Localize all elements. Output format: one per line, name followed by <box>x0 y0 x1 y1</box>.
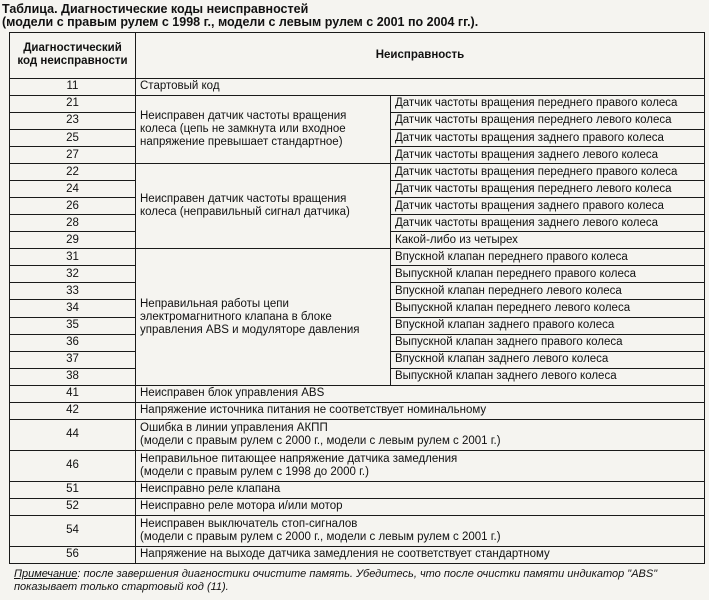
row-code: 29 <box>10 232 136 249</box>
row-code: 41 <box>10 385 136 402</box>
row-code: 33 <box>10 283 136 300</box>
row-sub-fault: Датчик частоты вращения переднего правого колеса <box>391 95 705 112</box>
row-code: 56 <box>10 546 136 563</box>
row-sub-fault: Какой-либо из четырех <box>391 232 705 249</box>
row-sub-fault: Датчик частоты вращения заднего левого колеса <box>391 147 705 164</box>
row-sub-fault: Датчик частоты вращения заднего правого колеса <box>391 198 705 215</box>
row-description: Неисправно реле мотора и/или мотор <box>136 498 705 515</box>
title-line-2: (модели с правым рулем с 1998 г., модели с левым рулем с 2001 по 2004 гг.). <box>2 15 479 29</box>
row-description: Стартовый код <box>136 78 705 95</box>
row-code: 37 <box>10 351 136 368</box>
row-sub-fault: Впускной клапан переднего левого колеса <box>391 283 705 300</box>
row-sub-fault: Выпускной клапан переднего правого колеса <box>391 266 705 283</box>
table-row <box>10 78 705 95</box>
row-code: 28 <box>10 215 136 232</box>
table-row <box>10 498 705 515</box>
row-sub-fault: Выпускной клапан переднего левого колеса <box>391 300 705 317</box>
row-description: Неправильное питающее напряжение датчика замедления (модели с правым рулем с 1998 до 2000 г.) <box>136 450 705 481</box>
row-code: 34 <box>10 300 136 317</box>
row-code: 25 <box>10 129 136 146</box>
row-code: 38 <box>10 368 136 385</box>
row-sub-fault: Впускной клапан переднего правого колеса <box>391 249 705 266</box>
row-sub-fault: Датчик частоты вращения заднего левого колеса <box>391 215 705 232</box>
group-description: Неисправен датчик частоты вращения колеса (неправильный сигнал датчика) <box>136 164 391 249</box>
row-description: Неисправно реле клапана <box>136 481 705 498</box>
row-code: 54 <box>10 515 136 546</box>
row-code: 23 <box>10 112 136 129</box>
row-sub-fault: Датчик частоты вращения заднего правого колеса <box>391 129 705 146</box>
row-code: 42 <box>10 402 136 419</box>
row-code: 32 <box>10 266 136 283</box>
header-fault: Неисправность <box>136 33 705 79</box>
footnote <box>14 568 704 594</box>
row-code: 46 <box>10 450 136 481</box>
row-description: Напряжение источника питания не соответствует номинальному <box>136 402 705 419</box>
row-sub-fault: Выпускной клапан заднего левого колеса <box>391 368 705 385</box>
table-row <box>10 546 705 563</box>
row-sub-fault: Впускной клапан заднего правого колеса <box>391 317 705 334</box>
row-description: Ошибка в линии управления АКПП (модели с правым рулем с 2000 г., модели с левым рулем с 2001 г.) <box>136 419 705 450</box>
group-description: Неправильная работы цепи электромагнитного клапана в блоке управления ABS и модуляторе давления <box>136 249 391 385</box>
table-row <box>10 164 705 181</box>
row-sub-fault: Датчик частоты вращения переднего правого колеса <box>391 164 705 181</box>
table-row <box>10 402 705 419</box>
table-row <box>10 249 705 266</box>
table-row <box>10 385 705 402</box>
row-code: 11 <box>10 78 136 95</box>
note-text: : после завершения диагностики очистите память. Убедитесь, что после очистки памяти индикатор "ABS" показывает только стартовый код (11). <box>14 568 658 593</box>
row-code: 21 <box>10 95 136 112</box>
table-row <box>10 450 705 481</box>
table-row <box>10 419 705 450</box>
table-row <box>10 515 705 546</box>
row-sub-fault: Впускной клапан заднего левого колеса <box>391 351 705 368</box>
group-description: Неисправен датчик частоты вращения колеса (цепь не замкнута или входное напряжение превышает стандартное) <box>136 95 391 163</box>
diagnostic-codes-table <box>9 32 705 564</box>
row-code: 24 <box>10 181 136 198</box>
row-code: 44 <box>10 419 136 450</box>
table-title <box>2 3 478 29</box>
table-row <box>10 481 705 498</box>
row-code: 35 <box>10 317 136 334</box>
row-code: 26 <box>10 198 136 215</box>
row-code: 22 <box>10 164 136 181</box>
row-code: 51 <box>10 481 136 498</box>
row-description: Напряжение на выходе датчика замедления не соответствует стандартному <box>136 546 705 563</box>
note-label: Примечание <box>14 568 78 580</box>
row-code: 31 <box>10 249 136 266</box>
header-code: Диагностический код неисправности <box>10 33 136 79</box>
row-sub-fault: Датчик частоты вращения переднего левого колеса <box>391 112 705 129</box>
row-code: 36 <box>10 334 136 351</box>
table-header-row <box>10 33 705 79</box>
row-description: Неисправен блок управления ABS <box>136 385 705 402</box>
row-sub-fault: Датчик частоты вращения переднего левого колеса <box>391 181 705 198</box>
table-row <box>10 95 705 112</box>
row-sub-fault: Выпускной клапан заднего правого колеса <box>391 334 705 351</box>
row-description: Неисправен выключатель стоп-сигналов (модели с правым рулем с 2000 г., модели с левым рулем с 2001 г.) <box>136 515 705 546</box>
title-line-1: Таблица. Диагностические коды неисправностей <box>2 2 309 16</box>
row-code: 52 <box>10 498 136 515</box>
row-code: 27 <box>10 147 136 164</box>
